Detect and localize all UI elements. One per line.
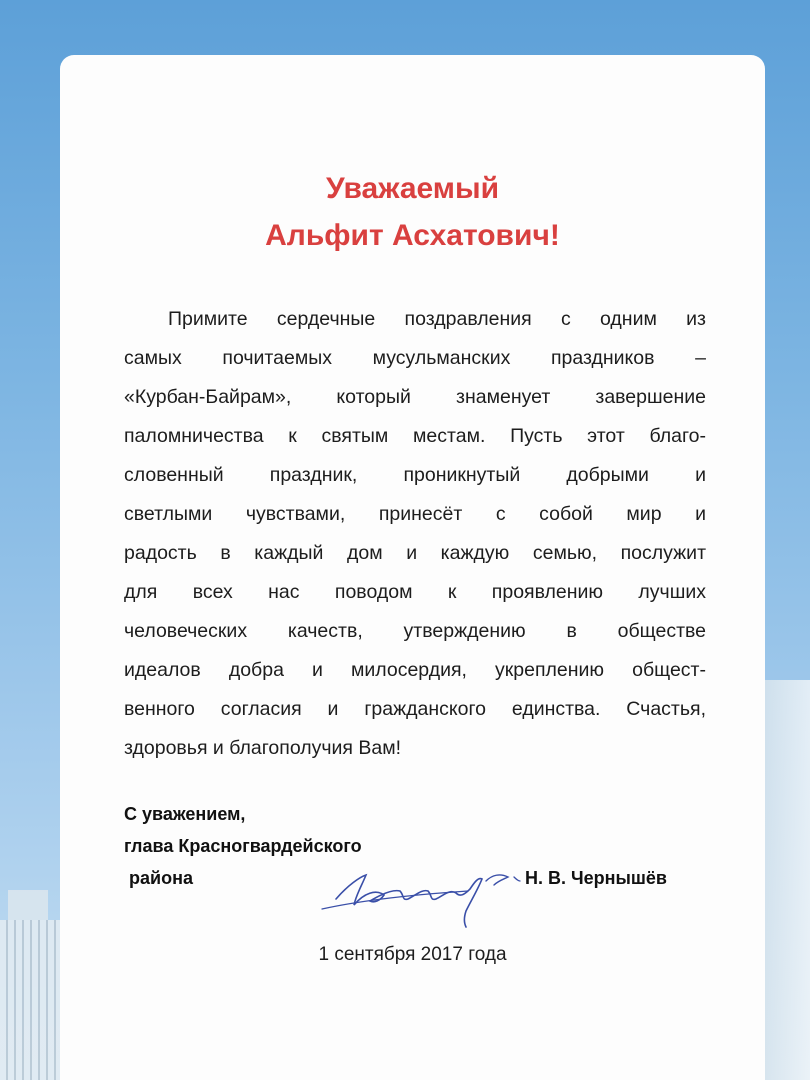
body-line: паломничества к святым местам. Пусть этот благо- [124,425,706,447]
body-line: здоровья и благополучия Вам! [124,737,402,759]
signer-name: Н. В. Чернышёв [525,868,667,888]
body-line: радость в каждый дом и каждую семью, послужит [124,542,706,564]
background-tower-right [760,680,810,1080]
body-line: Примите сердечные поздравления с одним из [168,308,706,330]
letter-paper [60,55,765,1080]
body-line: самых почитаемых мусульманских праздников – [124,347,706,369]
letter-body [124,300,706,768]
closing-line-3: района [129,868,193,888]
signature-icon [318,855,523,930]
greeting-line-2: Альфит Асхатович! [265,219,560,252]
body-line: для всех нас поводом к проявлению лучших [124,581,706,603]
closing-line-2: глава Красногвардейского [124,836,362,856]
body-line: идеалов добра и милосердия, укреплению общест- [124,659,706,681]
body-line: человеческих качеств, утверждению в обществе [124,620,706,642]
letter-date: 1 сентября 2017 года [318,944,507,965]
greeting-heading [60,165,765,259]
body-line: «Курбан-Байрам», который знаменует завершение [124,386,706,408]
body-line: светлыми чувствами, принесёт с собой мир и [124,503,706,525]
closing-line-1: С уважением, [124,804,246,824]
body-line: словенный праздник, проникнутый добрыми и [124,464,706,486]
greeting-line-1: Уважаемый [325,172,500,205]
body-line: венного согласия и гражданского единства. Счастья, [124,698,706,720]
